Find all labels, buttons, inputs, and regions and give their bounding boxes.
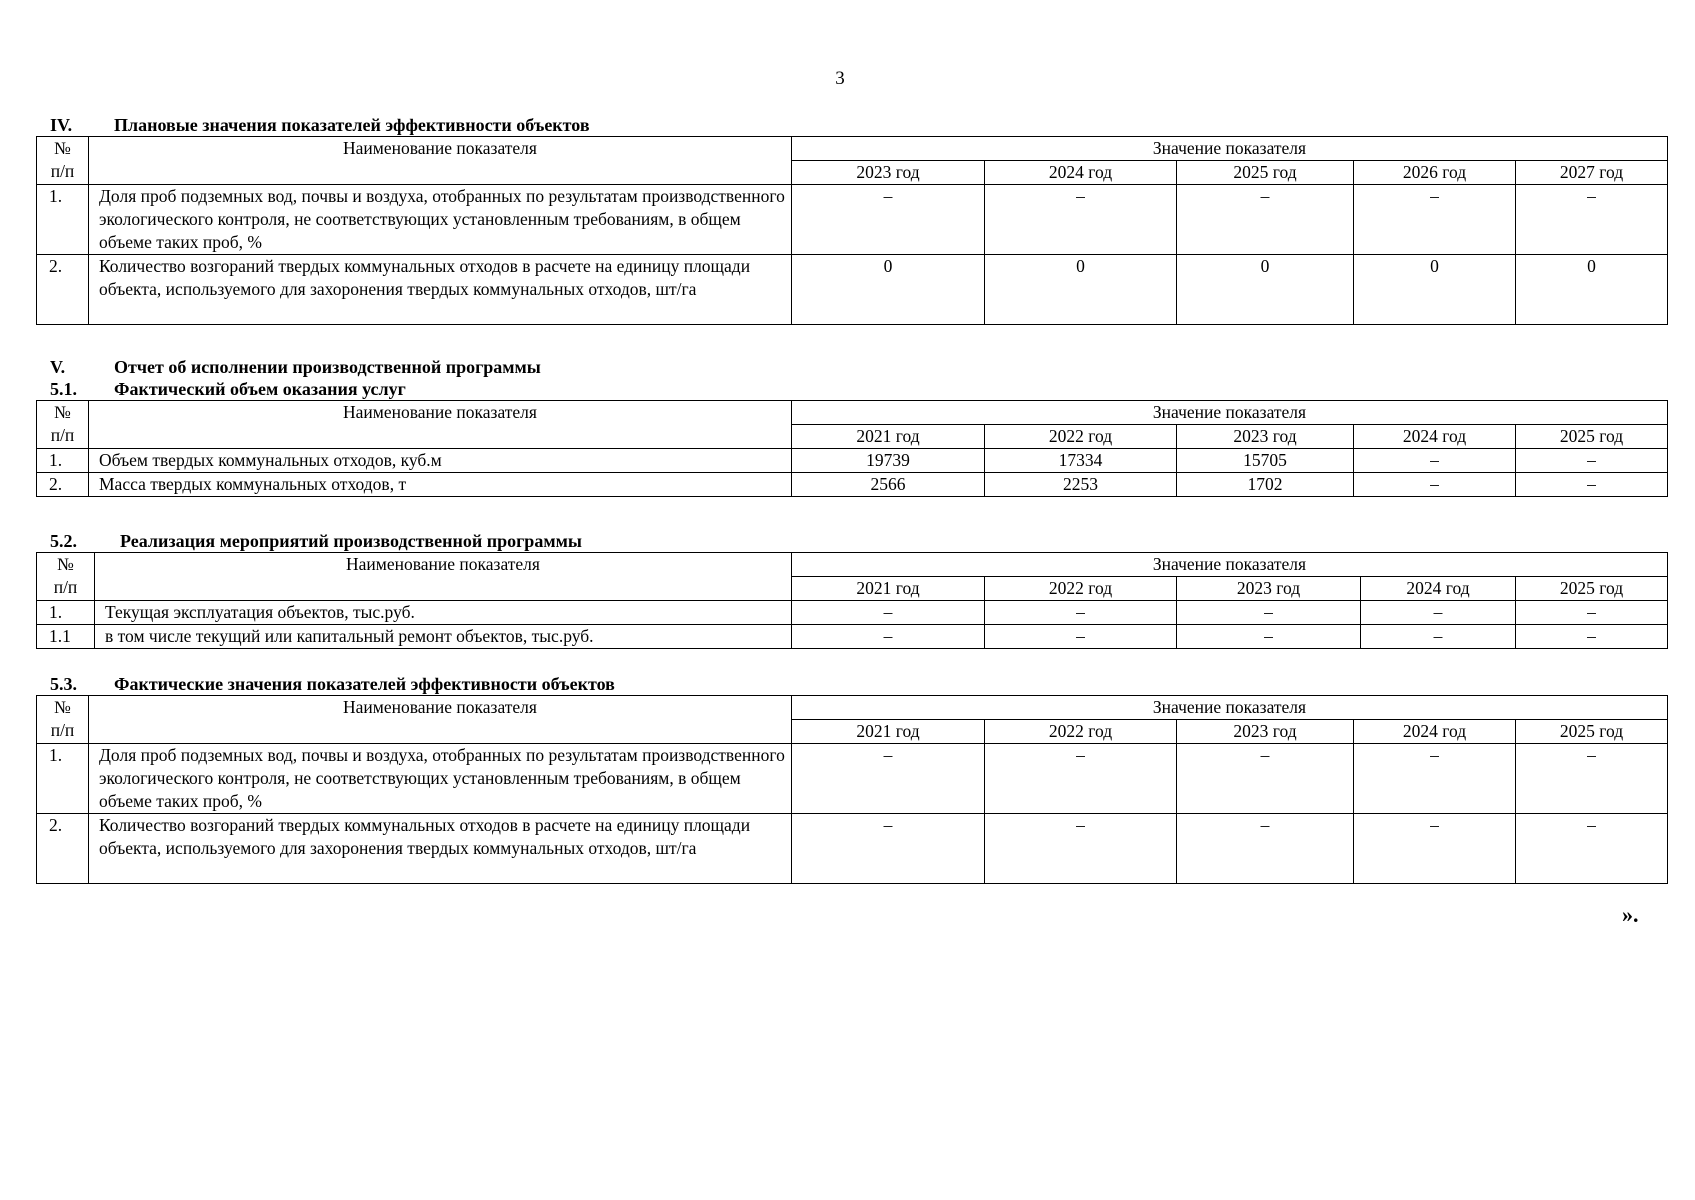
section-number: 5.1. [50, 379, 77, 399]
indicator-name: Количество возгораний твердых коммунальных отходов в расчете на единицу площади объекта, используемого для захоронения твердых коммунальных отходов, шт/га [89, 814, 792, 884]
row-number: 2. [37, 473, 89, 497]
indicator-value: – [792, 814, 985, 884]
row-number: 2. [37, 255, 89, 325]
section-title: Отчет об исполнении производственной программы [114, 357, 541, 377]
table-row [37, 601, 1668, 625]
indicator-value: 0 [1354, 255, 1516, 325]
section-title: Фактические значения показателей эффективности объектов [114, 674, 615, 694]
value-header: Значение показателя [792, 137, 1668, 161]
service-volume-table [36, 400, 1668, 497]
year-header: 2021 год [792, 720, 985, 744]
indicator-value: – [792, 744, 985, 814]
indicator-value: – [1354, 744, 1516, 814]
num-header: № п/п [37, 696, 89, 744]
year-header: 2021 год [792, 577, 985, 601]
section-5-1-heading [36, 378, 1667, 400]
indicator-value: 0 [985, 255, 1177, 325]
section-number: 5.2. [50, 531, 77, 551]
indicator-value: – [1516, 473, 1668, 497]
indicator-value: – [1516, 601, 1668, 625]
name-header: Наименование показателя [95, 553, 792, 601]
row-number: 1. [37, 449, 89, 473]
indicator-value: – [1177, 625, 1361, 649]
indicator-name: Объем твердых коммунальных отходов, куб.м [89, 449, 792, 473]
indicator-value: – [1354, 449, 1516, 473]
section-number: IV. [50, 115, 73, 135]
year-header: 2024 год [985, 161, 1177, 185]
indicator-value: – [1516, 625, 1668, 649]
indicator-value: – [985, 625, 1177, 649]
indicator-value: – [985, 744, 1177, 814]
indicator-name: в том числе текущий или капитальный ремонт объектов, тыс.руб. [95, 625, 792, 649]
name-header: Наименование показателя [89, 401, 792, 449]
year-header: 2021 год [792, 425, 985, 449]
num-header: № п/п [37, 553, 95, 601]
table-row [37, 185, 1668, 255]
indicator-name: Текущая эксплуатация объектов, тыс.руб. [95, 601, 792, 625]
indicator-value: – [1516, 185, 1668, 255]
indicator-value: – [792, 625, 985, 649]
section-v-heading [36, 356, 1667, 378]
indicator-value: – [792, 601, 985, 625]
section-5-3-heading [36, 673, 1667, 695]
indicator-value: – [1354, 185, 1516, 255]
planned-indicators-table [36, 136, 1668, 325]
indicator-value: – [1177, 744, 1354, 814]
section-v [36, 356, 1667, 497]
section-number: 5.3. [50, 674, 77, 694]
year-header: 2023 год [1177, 425, 1354, 449]
indicator-value: – [1361, 625, 1516, 649]
actual-indicators-table [36, 695, 1668, 884]
indicator-value: 2253 [985, 473, 1177, 497]
year-header: 2022 год [985, 720, 1177, 744]
page-number: 3 [835, 68, 845, 89]
indicator-value: – [1354, 473, 1516, 497]
indicator-name: Доля проб подземных вод, почвы и воздуха, отобранных по результатам производственного экологического контроля, не соответствующих установленным требованиям, в общем объеме таких проб, % [89, 185, 792, 255]
year-header: 2023 год [1177, 720, 1354, 744]
indicator-value: 0 [1177, 255, 1354, 325]
indicator-value: 0 [1516, 255, 1668, 325]
year-header: 2025 год [1516, 577, 1668, 601]
value-header: Значение показателя [792, 696, 1668, 720]
indicator-value: – [1354, 814, 1516, 884]
indicator-value: – [1177, 185, 1354, 255]
indicator-name: Количество возгораний твердых коммунальных отходов в расчете на единицу площади объекта, используемого для захоронения твердых коммунальных отходов, шт/га [89, 255, 792, 325]
section-5-2-heading [36, 530, 1667, 552]
indicator-value: – [1177, 814, 1354, 884]
row-number: 1. [37, 601, 95, 625]
indicator-value: – [985, 601, 1177, 625]
section-number: V. [50, 357, 66, 377]
year-header: 2022 год [985, 425, 1177, 449]
year-header: 2026 год [1354, 161, 1516, 185]
table-row [37, 744, 1668, 814]
year-header: 2024 год [1361, 577, 1516, 601]
indicator-name: Масса твердых коммунальных отходов, т [89, 473, 792, 497]
table-row [37, 449, 1668, 473]
year-header: 2024 год [1354, 425, 1516, 449]
indicator-name: Доля проб подземных вод, почвы и воздуха, отобранных по результатам производственного экологического контроля, не соответствующих установленным требованиям, в общем объеме таких проб, % [89, 744, 792, 814]
indicator-value: – [1516, 814, 1668, 884]
row-number: 2. [37, 814, 89, 884]
section-title: Фактический объем оказания услуг [114, 379, 406, 399]
num-header: № п/п [37, 401, 89, 449]
section-title: Плановые значения показателей эффективности объектов [114, 115, 590, 135]
section-5-2 [36, 530, 1667, 649]
year-header: 2023 год [792, 161, 985, 185]
table-row [37, 473, 1668, 497]
indicator-value: – [985, 814, 1177, 884]
indicator-value: 2566 [792, 473, 985, 497]
name-header: Наименование показателя [89, 696, 792, 744]
indicator-value: 19739 [792, 449, 985, 473]
year-header: 2027 год [1516, 161, 1668, 185]
year-header: 2025 год [1516, 425, 1668, 449]
indicator-value: – [985, 185, 1177, 255]
row-number: 1. [37, 185, 89, 255]
indicator-value: 1702 [1177, 473, 1354, 497]
year-header: 2025 год [1516, 720, 1668, 744]
value-header: Значение показателя [792, 401, 1668, 425]
indicator-value: 17334 [985, 449, 1177, 473]
section-title: Реализация мероприятий производственной программы [120, 531, 582, 551]
table-row [37, 814, 1668, 884]
indicator-value: – [1361, 601, 1516, 625]
closing-quote-mark: ». [1622, 902, 1639, 927]
year-header: 2022 год [985, 577, 1177, 601]
section-iv-heading [36, 114, 1667, 136]
row-number: 1. [37, 744, 89, 814]
indicator-value: – [1516, 449, 1668, 473]
num-header: № п/п [37, 137, 89, 185]
program-activities-table [36, 552, 1668, 649]
name-header: Наименование показателя [89, 137, 792, 185]
row-number: 1.1 [37, 625, 95, 649]
indicator-value: – [792, 185, 985, 255]
indicator-value: – [1516, 744, 1668, 814]
value-header: Значение показателя [792, 553, 1668, 577]
section-5-3 [36, 673, 1667, 884]
year-header: 2023 год [1177, 577, 1361, 601]
year-header: 2024 год [1354, 720, 1516, 744]
indicator-value: – [1177, 601, 1361, 625]
indicator-value: 15705 [1177, 449, 1354, 473]
section-iv [36, 114, 1667, 325]
table-row [37, 255, 1668, 325]
table-row [37, 625, 1668, 649]
year-header: 2025 год [1177, 161, 1354, 185]
indicator-value: 0 [792, 255, 985, 325]
